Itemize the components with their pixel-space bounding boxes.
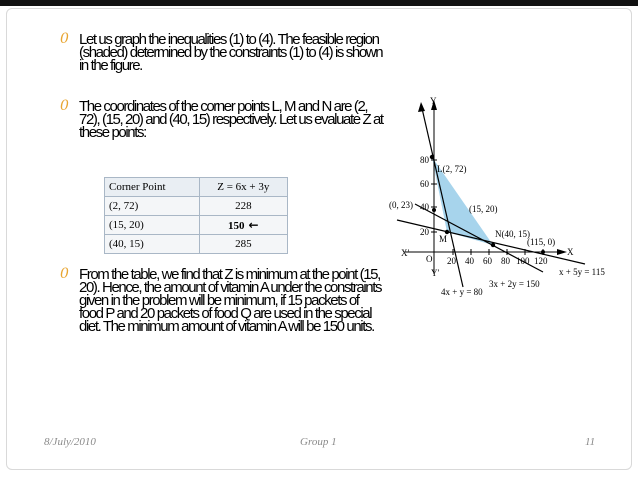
bullet-marker: 0 [60, 266, 69, 282]
header-z: Z = 6x + 3y [199, 178, 287, 197]
y-tick-label: 80 [420, 155, 429, 165]
label-point-L: L(2, 72) [437, 164, 467, 174]
cell-z [199, 216, 287, 235]
cell-z [199, 197, 287, 216]
x-tick-label: 80 [501, 256, 510, 266]
origin-label: O [426, 254, 433, 264]
label-point-M: M [439, 234, 448, 244]
line-arrow-icon [418, 102, 425, 112]
footer-group: Group 1 [300, 436, 337, 448]
y-tick-label: 40 [420, 202, 429, 212]
z-value: 228 [235, 200, 252, 212]
cell-point: (15, 20) [105, 216, 200, 235]
label-point-15-20: (15, 20) [469, 204, 498, 214]
label-line-3x-2y-150: 3x + 2y = 150 [489, 279, 540, 289]
x-axis-arrow-icon [557, 249, 567, 255]
y-tick-label: 20 [420, 227, 429, 237]
z-value: 285 [235, 238, 252, 250]
cell-point: (40, 15) [105, 235, 200, 254]
bullet-marker: 0 [60, 98, 69, 114]
point-115-0 [541, 250, 545, 254]
bullet-marker: 0 [60, 31, 69, 47]
x-tick-label: 100 [516, 256, 530, 266]
footer-page-number: 11 [585, 436, 596, 448]
axis-label-x: X [567, 247, 574, 257]
bullet-text: The coordinates of the corner points L, M and N are (2, 72), (15, 20) and (40, 15) respectively. Let us evaluate Z at these points: [79, 98, 383, 141]
corner-point-table [104, 177, 288, 254]
label-line-4x-y-80: 4x + y = 80 [441, 287, 483, 297]
x-tick-label: 60 [483, 256, 492, 266]
axis-label-y-neg: Y′ [431, 268, 440, 278]
label-point-115-0: (115, 0) [527, 237, 556, 247]
label-point-0-23: (0, 23) [389, 200, 413, 210]
cell-z [199, 235, 287, 254]
label-line-x-5y-115: x + 5y = 115 [559, 267, 605, 277]
bullet-corner-points [62, 100, 384, 139]
label-point-N: N(40, 15) [495, 229, 530, 239]
cell-point: (2, 72) [105, 197, 200, 216]
feasible-region-graph [385, 92, 615, 302]
minimum-arrow-icon: ← [248, 218, 259, 232]
bullet-conclusion [62, 268, 384, 333]
x-tick-label: 120 [534, 256, 548, 266]
footer-date: 8/July/2010 [44, 436, 96, 448]
table-row [105, 235, 288, 254]
y-tick-label: 60 [420, 179, 429, 189]
bullet-text: From the table, we find that Z is minimum at the point (15, 20). Hence, the amount of vitamin A under the constraints given in the problem will be minimum, if 15 packets of food P and 20 packets of food Q are used in the special diet. The minimum amount of vitamin A will be 150 units. [79, 266, 382, 335]
table-header-row [105, 178, 288, 197]
bullet-text: Let us graph the inequalities (1) to (4). The feasible region (shaded) determined by the constraints (1) to (4) is shown in the figure. [79, 31, 383, 74]
header-corner-point: Corner Point [105, 178, 200, 197]
point-N [491, 243, 495, 247]
axis-label-x-neg: X′ [401, 248, 410, 258]
z-value: 150 [228, 220, 245, 232]
x-tick-label: 40 [465, 256, 474, 266]
axis-label-y: Y [430, 96, 437, 106]
table-row [105, 197, 288, 216]
x-tick-label: 20 [447, 256, 456, 266]
top-border [0, 0, 638, 6]
bullet-graph-inequalities [62, 33, 384, 72]
point-L [430, 155, 434, 159]
point-0-23 [432, 208, 436, 212]
table-row [105, 216, 288, 235]
